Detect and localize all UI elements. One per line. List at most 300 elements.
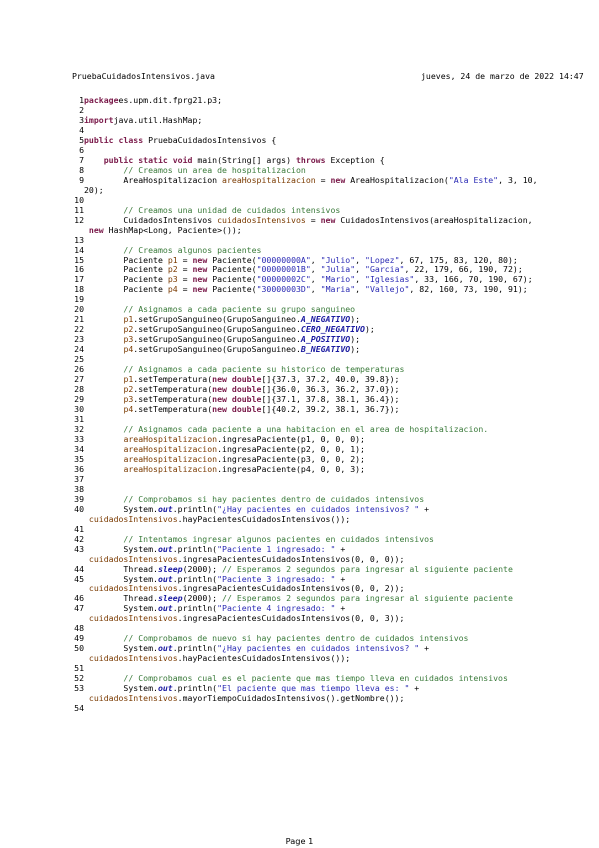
code-token: // Asignamos a cada paciente su grupo sanguineo: [84, 304, 356, 315]
code-token: ,: [355, 284, 366, 295]
code-token: new: [192, 284, 208, 295]
line-code: [84, 205, 340, 215]
code-line: [74, 663, 599, 673]
line-code: [84, 613, 404, 623]
code-line: [74, 554, 599, 564]
file-name: PruebaCuidadosIntensivos.java: [72, 71, 215, 81]
code-token: =: [177, 254, 193, 265]
code-token: p2: [123, 384, 134, 395]
line-code: [84, 95, 222, 105]
code-token: "¿Hay pacientes en cuidados intensivos? ": [217, 503, 420, 514]
line-code: [84, 643, 429, 653]
line-number: 21: [74, 314, 84, 325]
code-token: +: [335, 573, 346, 584]
code-token: +: [409, 683, 420, 694]
line-code: [84, 364, 404, 374]
code-token: .setGrupoSanguineo(GrupoSanguineo.: [133, 334, 301, 345]
line-code: [84, 494, 424, 504]
line-number: 30: [74, 404, 84, 415]
code-line: [74, 145, 599, 155]
code-token: public static void: [103, 154, 193, 165]
code-token: A_NEGATIVO: [300, 314, 351, 325]
code-token: // Intentamos ingresar algunos pacientes en cuidados intensivos: [84, 533, 434, 544]
line-number: 32: [74, 423, 84, 434]
code-line: [74, 564, 599, 574]
code-line: [74, 394, 599, 404]
code-token: new double: [212, 384, 262, 395]
code-token: =: [177, 264, 193, 275]
code-token: areaHospitalizacion: [123, 433, 218, 444]
code-token: , 67, 175, 83, 120, 80);: [399, 254, 518, 265]
line-code: [84, 374, 400, 384]
line-code: [84, 653, 350, 663]
code-token: "00000000A": [256, 254, 311, 265]
code-token: [84, 444, 123, 454]
code-token: new: [84, 224, 104, 235]
code-token: cuidadosIntensivos: [84, 693, 178, 704]
code-line: [74, 344, 599, 354]
code-line: [74, 544, 599, 554]
code-token: "¿Hay pacientes en cuidados intensivos? ": [217, 643, 420, 654]
code-token: "Lopez": [365, 254, 400, 265]
code-token: "00000002C": [256, 274, 311, 285]
code-line: [74, 643, 599, 653]
code-token: main(String[] args): [192, 154, 296, 165]
code-token: // Asignamos a cada paciente su historico de temperaturas: [84, 364, 405, 375]
code-token: // Esperamos 2 segundos para ingresar al siguiente paciente: [222, 563, 513, 574]
code-token: p2: [123, 324, 134, 335]
line-number: 1: [79, 95, 84, 105]
code-token: +: [335, 603, 346, 614]
code-token: Paciente: [84, 264, 168, 275]
code-token: // Creamos una unidad de cuidados intensivos: [84, 204, 341, 215]
code-token: "Vallejo": [365, 284, 410, 295]
line-code: [84, 534, 434, 544]
code-line: [74, 135, 599, 145]
code-token: [84, 394, 123, 404]
code-token: Paciente(: [207, 274, 257, 285]
code-token: out: [157, 683, 173, 694]
line-number: 14: [74, 244, 84, 255]
code-line: [74, 583, 599, 593]
code-token: ,: [310, 284, 321, 295]
print-date: jueves, 24 de marzo de 2022 14:47: [421, 71, 584, 81]
code-line: [74, 304, 599, 314]
code-token: "Iglesias": [365, 274, 415, 285]
code-token: "Paciente 4 ingresado: ": [217, 603, 336, 614]
code-token: []{40.2, 39.2, 38.1, 36.7});: [261, 404, 400, 415]
code-token: .ingresaPacientesCuidadosIntensivos(0, 0, 2));: [177, 583, 405, 594]
line-number: 39: [74, 493, 84, 504]
code-line: [74, 215, 599, 225]
code-line: [74, 424, 599, 434]
code-token: +: [335, 543, 346, 554]
line-number: 34: [74, 443, 84, 454]
line-code: [84, 434, 365, 444]
code-token: .setTemperatura(: [133, 384, 213, 395]
line-number: 42: [74, 533, 84, 544]
code-token: [84, 155, 104, 165]
line-code: [84, 464, 365, 474]
line-number: 9: [79, 174, 84, 185]
code-line: [74, 185, 599, 195]
code-token: );: [350, 334, 361, 345]
code-token: , 3, 10,: [498, 174, 538, 185]
line-number: 35: [74, 453, 84, 464]
line-number: 23: [74, 334, 84, 345]
line-number: 10: [74, 194, 84, 205]
code-token: CuidadosIntensivos: [84, 214, 218, 225]
code-line: [74, 294, 599, 304]
code-token: [84, 324, 123, 334]
code-token: // Esperamos 2 segundos para ingresar al siguiente paciente: [222, 593, 513, 604]
code-token: p3: [123, 334, 134, 345]
line-number: 27: [74, 374, 84, 385]
code-token: Paciente: [84, 254, 168, 265]
code-token: // Comprobamos de nuevo si hay pacientes dentro de cuidados intensivos: [84, 633, 469, 644]
line-code: [84, 314, 360, 324]
code-token: .setTemperatura(: [133, 394, 213, 405]
line-code: [84, 583, 404, 593]
code-token: "Mario": [320, 274, 356, 285]
line-number: 25: [74, 354, 84, 365]
code-token: sleep: [157, 593, 183, 604]
code-line: [74, 334, 599, 344]
code-token: [84, 454, 123, 464]
code-token: p3: [167, 274, 178, 285]
code-line: [74, 414, 599, 424]
line-code: [84, 384, 400, 394]
code-token: (2000);: [182, 563, 223, 574]
line-number: 54: [74, 703, 84, 714]
code-token: p1: [123, 374, 134, 385]
code-token: Paciente: [84, 284, 168, 295]
line-number: 44: [74, 563, 84, 574]
code-token: System.: [84, 643, 158, 654]
code-line: [74, 274, 599, 284]
code-token: // Asignamos cada paciente a una habitacion en el area de hospitalizacion.: [84, 423, 489, 434]
line-code: [84, 115, 202, 125]
line-number: 22: [74, 324, 84, 335]
code-line: [74, 494, 599, 504]
code-token: p4: [123, 344, 134, 355]
code-token: );: [365, 324, 375, 335]
code-token: , 33, 166, 70, 190, 67);: [414, 274, 533, 285]
code-line: [74, 623, 599, 633]
code-token: AreaHospitalizacion(: [345, 174, 449, 185]
line-number: 43: [74, 543, 84, 554]
code-token: AreaHospitalizacion: [84, 174, 223, 185]
line-code: [84, 264, 523, 274]
code-token: Exception {: [325, 154, 385, 165]
code-token: System.: [84, 503, 158, 514]
line-number: 2: [79, 104, 84, 115]
line-code: [84, 274, 533, 284]
code-line: [74, 264, 599, 274]
code-token: .println(: [172, 573, 218, 584]
line-code: [84, 175, 538, 185]
line-code: [84, 225, 242, 235]
code-line: [74, 514, 599, 524]
code-token: .ingresaPaciente(p4, 0, 0, 3);: [217, 463, 365, 474]
line-code: [84, 344, 360, 354]
line-number: 38: [74, 483, 84, 494]
code-token: .println(: [172, 503, 218, 514]
line-number: 31: [74, 414, 84, 424]
line-number: 52: [74, 673, 84, 684]
code-token: areaHospitalizacion: [222, 174, 316, 185]
code-token: .setGrupoSanguineo(GrupoSanguineo.: [133, 324, 301, 335]
code-token: .println(: [172, 543, 218, 554]
line-code: [84, 593, 513, 603]
code-token: new double: [212, 404, 262, 415]
code-token: , 22, 179, 66, 190, 72);: [404, 264, 523, 275]
line-code: [84, 404, 400, 414]
code-token: p4: [167, 284, 178, 295]
line-code: [84, 514, 350, 524]
code-token: ,: [310, 264, 321, 275]
code-token: new: [320, 214, 336, 225]
line-number: 5: [79, 134, 84, 145]
line-number: 51: [74, 663, 84, 674]
line-number: 50: [74, 643, 84, 654]
code-token: System.: [84, 543, 158, 554]
code-token: +: [419, 503, 430, 514]
code-line: [74, 404, 599, 414]
code-token: package: [84, 95, 119, 105]
line-code: [84, 155, 385, 165]
code-token: [84, 344, 123, 354]
code-line: [74, 633, 599, 643]
line-number: 11: [74, 204, 84, 215]
code-line: [74, 504, 599, 514]
line-number: 47: [74, 603, 84, 614]
code-token: []{37.3, 37.2, 40.0, 39.8});: [261, 374, 400, 385]
code-token: =: [315, 174, 331, 185]
code-line: [74, 284, 599, 294]
code-token: HashMap<Long, Paciente>());: [103, 224, 242, 235]
code-line: [74, 324, 599, 334]
code-token: ,: [310, 274, 321, 285]
code-token: Paciente(: [207, 264, 257, 275]
code-token: .println(: [172, 683, 218, 694]
code-token: p1: [167, 254, 178, 265]
line-code: [84, 603, 345, 613]
code-token: [84, 314, 123, 324]
code-token: "Paciente 3 ingresado: ": [217, 573, 336, 584]
code-token: // Comprobamos cual es el paciente que mas tiempo lleva en cuidados intensivos: [84, 673, 508, 684]
line-code: [84, 504, 429, 514]
code-line: [74, 245, 599, 255]
code-token: java.util.HashMap;: [113, 114, 203, 125]
line-code: [84, 424, 488, 434]
code-line: [74, 613, 599, 623]
line-number: 4: [79, 124, 84, 135]
code-token: out: [157, 503, 173, 514]
code-line: [74, 444, 599, 454]
code-line: [74, 364, 599, 374]
code-token: cuidadosIntensivos: [84, 653, 178, 664]
code-token: A_POSITIVO: [300, 334, 351, 345]
code-token: "Julio": [320, 254, 356, 265]
code-line: [74, 484, 599, 494]
line-number: 40: [74, 503, 84, 514]
line-code: [84, 454, 365, 464]
code-token: "Paciente 1 ingresado: ": [217, 543, 336, 554]
line-code: [84, 444, 365, 454]
code-token: B_NEGATIVO: [300, 344, 351, 355]
code-token: .println(: [172, 603, 218, 614]
code-token: "Maria": [320, 284, 356, 295]
code-token: =: [177, 274, 193, 285]
line-number: 33: [74, 433, 84, 444]
code-line: [74, 155, 599, 165]
code-token: .ingresaPaciente(p2, 0, 0, 1);: [217, 443, 365, 454]
code-token: Thread.: [84, 563, 158, 574]
code-line: [74, 703, 599, 713]
code-token: [84, 404, 123, 414]
code-token: es.upm.dit.fprg21.p3;: [118, 95, 223, 105]
code-token: =: [305, 214, 321, 225]
code-line: [74, 115, 599, 125]
code-token: );: [350, 314, 361, 325]
code-token: );: [350, 344, 361, 355]
code-token: out: [157, 573, 173, 584]
code-token: sleep: [157, 563, 183, 574]
line-number: 37: [74, 473, 84, 484]
code-line: [74, 354, 599, 364]
line-number: 7: [79, 154, 84, 165]
line-number: 20: [74, 304, 84, 315]
code-token: new: [192, 254, 208, 265]
code-line: [74, 653, 599, 663]
line-number: 18: [74, 284, 84, 295]
line-number: 3: [79, 114, 84, 125]
code-token: .setGrupoSanguineo(GrupoSanguineo.: [133, 344, 301, 355]
code-token: p3: [123, 394, 134, 405]
code-line: [74, 603, 599, 613]
line-code: [84, 255, 518, 265]
line-number: 29: [74, 394, 84, 405]
code-line: [74, 165, 599, 175]
line-number: 36: [74, 463, 84, 474]
code-listing: [74, 95, 599, 713]
line-code: [84, 215, 533, 225]
line-code: [84, 304, 355, 314]
line-code: [84, 673, 508, 683]
code-token: "00000001B": [256, 264, 311, 275]
line-number: 12: [74, 214, 84, 225]
code-token: areaHospitalizacion: [123, 463, 218, 474]
line-code: [84, 334, 360, 344]
line-number: 8: [79, 164, 84, 175]
line-code: [84, 693, 404, 703]
code-line: [74, 474, 599, 484]
code-token: System.: [84, 573, 158, 584]
code-token: areaHospitalizacion: [123, 443, 218, 454]
code-line: [74, 534, 599, 544]
line-code: [84, 135, 276, 145]
line-code: [84, 324, 375, 334]
code-token: [84, 384, 123, 394]
page-number: Page 1: [285, 836, 314, 846]
code-line: [74, 454, 599, 464]
line-number: 15: [74, 254, 84, 265]
code-line: [74, 314, 599, 324]
code-token: new: [192, 264, 208, 275]
code-token: .mayorTiempoCuidadosIntensivos().getNombre());: [177, 693, 405, 704]
code-token: [84, 374, 123, 384]
code-token: [84, 464, 123, 474]
code-token: []{36.0, 36.3, 36.2, 37.0});: [261, 384, 400, 395]
code-line: [74, 255, 599, 265]
code-token: "Garcia": [365, 264, 405, 275]
code-token: p1: [123, 314, 134, 325]
code-token: // Creamos algunos pacientes: [84, 244, 262, 255]
line-number: 41: [74, 523, 84, 534]
line-number: 45: [74, 573, 84, 584]
line-code: [84, 284, 528, 294]
line-number: 24: [74, 344, 84, 355]
code-token: System.: [84, 683, 158, 694]
code-token: public class: [84, 134, 144, 145]
line-code: [84, 574, 345, 584]
code-token: // Comprobamos si hay pacientes dentro de cuidados intensivos: [84, 493, 425, 504]
code-token: .ingresaPacientesCuidadosIntensivos(0, 0, 3));: [177, 613, 405, 624]
code-token: Paciente(: [207, 254, 257, 265]
code-token: +: [419, 643, 430, 654]
line-number: 13: [74, 234, 84, 245]
code-token: , 82, 160, 73, 190, 91);: [409, 284, 528, 295]
code-token: out: [157, 643, 173, 654]
code-line: [74, 175, 599, 185]
code-token: cuidadosIntensivos: [84, 583, 178, 594]
code-token: ,: [355, 274, 366, 285]
code-token: new double: [212, 374, 262, 385]
code-line: [74, 125, 599, 135]
line-number: 17: [74, 274, 84, 285]
code-token: new double: [212, 394, 262, 405]
code-token: PruebaCuidadosIntensivos {: [143, 134, 277, 145]
code-token: p4: [123, 404, 134, 415]
code-token: "30000003D": [256, 284, 311, 295]
code-token: cuidadosIntensivos: [84, 613, 178, 624]
code-token: ,: [310, 254, 321, 265]
code-line: [74, 195, 599, 205]
code-token: .println(: [172, 643, 218, 654]
page-header: [72, 71, 599, 83]
code-token: import: [84, 114, 114, 125]
code-token: new: [192, 274, 208, 285]
code-token: Paciente(: [207, 284, 257, 295]
code-token: // Creamos un area de hospitalizacion: [84, 164, 306, 175]
code-line: [74, 384, 599, 394]
code-token: CERO_NEGATIVO: [300, 324, 365, 335]
line-number: 49: [74, 633, 84, 644]
line-number: 16: [74, 264, 84, 275]
code-token: Paciente: [84, 274, 168, 285]
code-line: [74, 673, 599, 683]
line-code: [84, 564, 513, 574]
code-token: cuidadosIntensivos: [84, 553, 178, 564]
code-token: []{37.1, 37.8, 38.1, 36.4});: [261, 394, 400, 405]
code-token: p2: [167, 264, 178, 275]
code-token: [84, 434, 123, 444]
code-token: .ingresaPaciente(p3, 0, 0, 2);: [217, 453, 365, 464]
code-token: new: [330, 174, 346, 185]
line-number: 46: [74, 593, 84, 604]
line-code: [84, 683, 419, 693]
